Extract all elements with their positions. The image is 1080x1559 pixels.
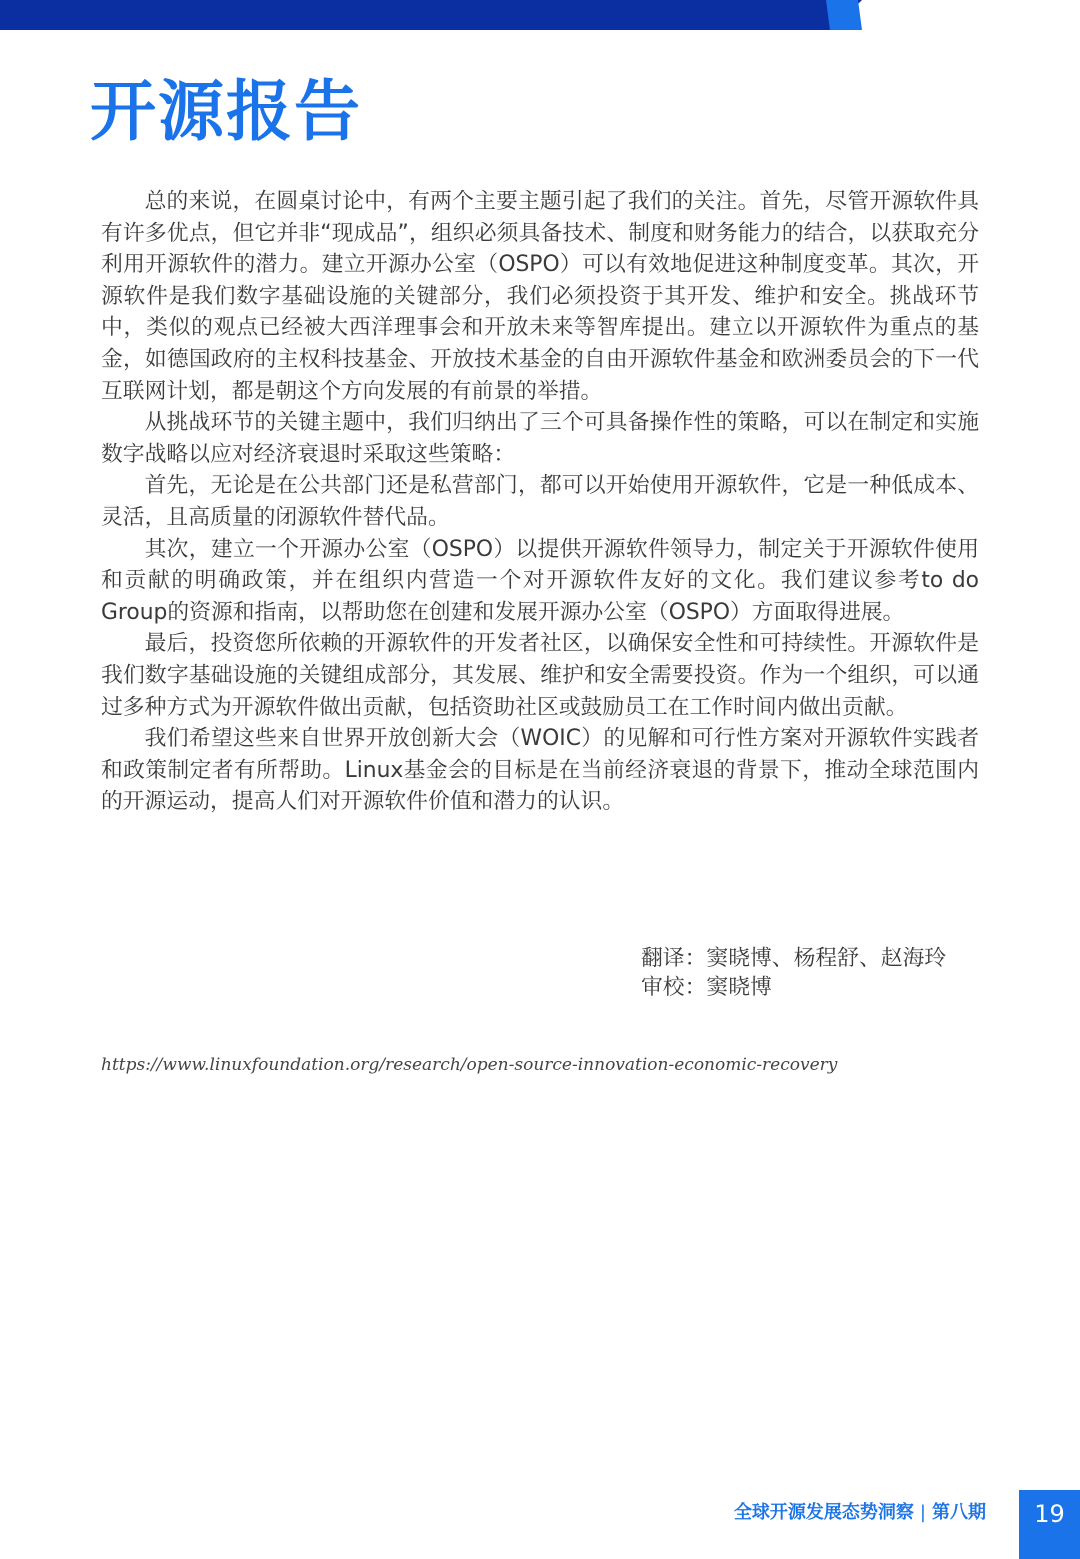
top-banner-graphic — [0, 0, 1080, 30]
review-credit: 审校：窦晓博 — [641, 975, 772, 1000]
footer-issue: 第八期 — [932, 1502, 986, 1523]
paragraph-summary: 总的来说，在圆桌讨论中，有两个主要主题引起了我们的关注。首先，尽管开源软件具有许多优点，但它并非“现成品”，组织必须具备技术、制度和财务能力的结合，以获取充分利用开源软件的潜力。建立开源办公室（OSPO）可以有效地促进这种制度变革。其次，开源软件是我们数字基础设施的关键部分，我们必须投资于其开发、维护和安全。挑战环节中，类似的观点已经被大西洋理事会和开放未来等智库提出。建立以开源软件为重点的基金，如德国政府的主权科技基金、开放技术基金的自由开源软件基金和欧洲委员会的下一代互联网计划，都是朝这个方向发展的有前景的举措。 — [101, 189, 979, 404]
paragraph-strategy-last: 最后，投资您所依赖的开源软件的开发者社区，以确保安全性和可持续性。开源软件是我们数字基础设施的关键组成部分，其发展、维护和安全需要投资。作为一个组织，可以通过多种方式为开源软件做出贡献，包括资助社区或鼓励员工在工作时间内做出贡献。 — [101, 631, 979, 720]
page-title: 开源报告 — [90, 73, 362, 150]
footer-publication-name: 全球开源发展态势洞察 — [733, 1502, 914, 1523]
top-banner — [0, 0, 1080, 30]
source-link[interactable]: https://www.linuxfoundation.org/research/open-source-innovation-economic-recovery — [101, 1055, 838, 1075]
article-body — [101, 186, 979, 818]
footer-separator: | — [919, 1502, 926, 1523]
footer-publication — [734, 1500, 986, 1526]
paragraph-closing: 我们希望这些来自世界开放创新大会（WOIC）的见解和可行性方案对开源软件实践者和政策制定者有所帮助。Linux基金会的目标是在当前经济衰退的背景下，推动全球范围内的开源运动，提高人们对开源软件价值和潜力的认识。 — [101, 726, 979, 815]
page-number: 19 — [1034, 1500, 1065, 1528]
top-banner-dark-segment — [0, 0, 862, 30]
translation-credit: 翻译：窦晓博、杨程舒、赵海玲 — [641, 946, 947, 971]
paragraph-strategies-intro: 从挑战环节的关键主题中，我们归纳出了三个可具备操作性的策略，可以在制定和实施数字战略以应对经济衰退时采取这些策略： — [101, 410, 979, 467]
paragraph-strategy-second: 其次，建立一个开源办公室（OSPO）以提供开源软件领导力，制定关于开源软件使用和贡献的明确政策，并在组织内营造一个对开源软件友好的文化。我们建议参考to do Group的资源和指南，以帮助您在创建和发展开源办公室（OSPO）方面取得进展。 — [101, 536, 979, 625]
paragraph-strategy-first: 首先，无论是在公共部门还是私营部门，都可以开始使用开源软件，它是一种低成本、灵活，且高质量的闭源软件替代品。 — [101, 473, 979, 530]
top-banner-light-segment — [826, 0, 862, 30]
page-number-badge — [1019, 1490, 1080, 1559]
credits — [641, 944, 946, 1002]
